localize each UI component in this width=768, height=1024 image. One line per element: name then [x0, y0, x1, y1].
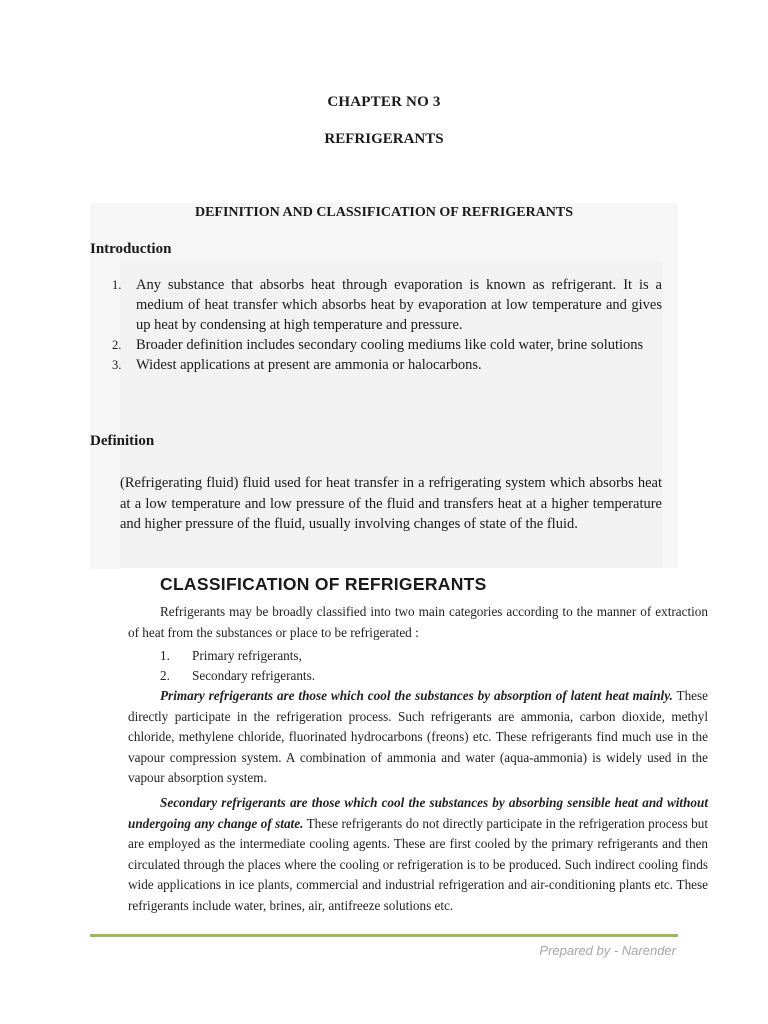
secondary-refrigerants-paragraph	[128, 793, 708, 916]
list-item-text: Primary refrigerants,	[192, 648, 302, 663]
list-item	[110, 275, 662, 335]
definition-heading: Definition	[90, 433, 155, 449]
secondary-refrigerants-details: These refrigerants do not directly participate in the refrigeration process but are employed as the intermediate cooling agents. These are first cooled by the primary refrigerants and then circulated through the places where the cooling or refrigeration is to be produced. Such indirect cooling finds wide applications in ice plants, commercial and industrial refrigeration and air-conditioning plants etc. These refrigerants include water, brines, air, antifreeze solutions etc.	[128, 815, 709, 913]
list-item-text: Widest applications at present are ammonia or halocarbons.	[136, 357, 482, 373]
footer-credit: Prepared by - Narender	[539, 943, 676, 958]
list-item-number: 2.	[112, 338, 122, 352]
classification-item-secondary	[160, 668, 315, 684]
definition-paragraph: (Refrigerating fluid) fluid used for heat transfer in a refrigerating system which absorbs heat at a low temperature and low pressure of the fluid and transfers heat at a higher temperature and higher pressure of the fluid, usually involving changes of state of the fluid.	[120, 475, 662, 532]
list-item-text: Any substance that absorbs heat through evaporation is known as refrigerant. It is a medium of heat transfer which absorbs heat by evaporation at low temperature and gives up heat by condensing at high temperature and pressure.	[136, 277, 662, 333]
scanned-classification-excerpt	[120, 568, 712, 934]
introduction-heading: Introduction	[90, 241, 172, 257]
section-heading: DEFINITION AND CLASSIFICATION OF REFRIGERANTS	[194, 205, 574, 220]
classification-title: CLASSIFICATION OF REFRIGERANTS	[160, 574, 487, 594]
chapter-number: CHAPTER NO 3	[327, 94, 441, 110]
secondary-refrigerants-definition: Secondary refrigerants are those which cool the substances by absorbing sensible heat and without undergoing any change of state.	[128, 795, 708, 831]
classification-intro: Refrigerants may be broadly classified into two main categories according to the manner of extraction of heat from the substances or place to be refrigerated :	[128, 604, 708, 640]
introduction-list	[110, 275, 662, 375]
list-item-text: Broader definition includes secondary cooling mediums like cold water, brine solutions	[136, 337, 644, 353]
footer-rule	[90, 934, 678, 937]
list-item-number: 1.	[160, 648, 170, 663]
list-item-number: 2.	[160, 668, 170, 683]
list-item	[110, 335, 662, 355]
primary-refrigerants-paragraph	[128, 686, 708, 789]
primary-refrigerants-definition: Primary refrigerants are those which cool the substances by absorption of latent heat mainly.	[160, 688, 673, 703]
primary-refrigerants-details: These directly participate in the refrigeration process. Such refrigerants are ammonia, carbon dioxide, methyl chloride, methylene chloride, fluorinated hydrocarbons (freons) etc. These refrigerants find much use in the vapour compression system. A combination of ammonia and water (aqua-ammonia) is widely used in the vapour absorption system.	[128, 688, 709, 785]
list-item-number: 3.	[112, 358, 122, 372]
list-item-text: Secondary refrigerants.	[192, 668, 316, 683]
chapter-title: REFRIGERANTS	[324, 131, 444, 147]
classification-item-primary	[160, 648, 302, 664]
list-item-number: 1.	[112, 278, 122, 292]
list-item	[110, 355, 662, 375]
